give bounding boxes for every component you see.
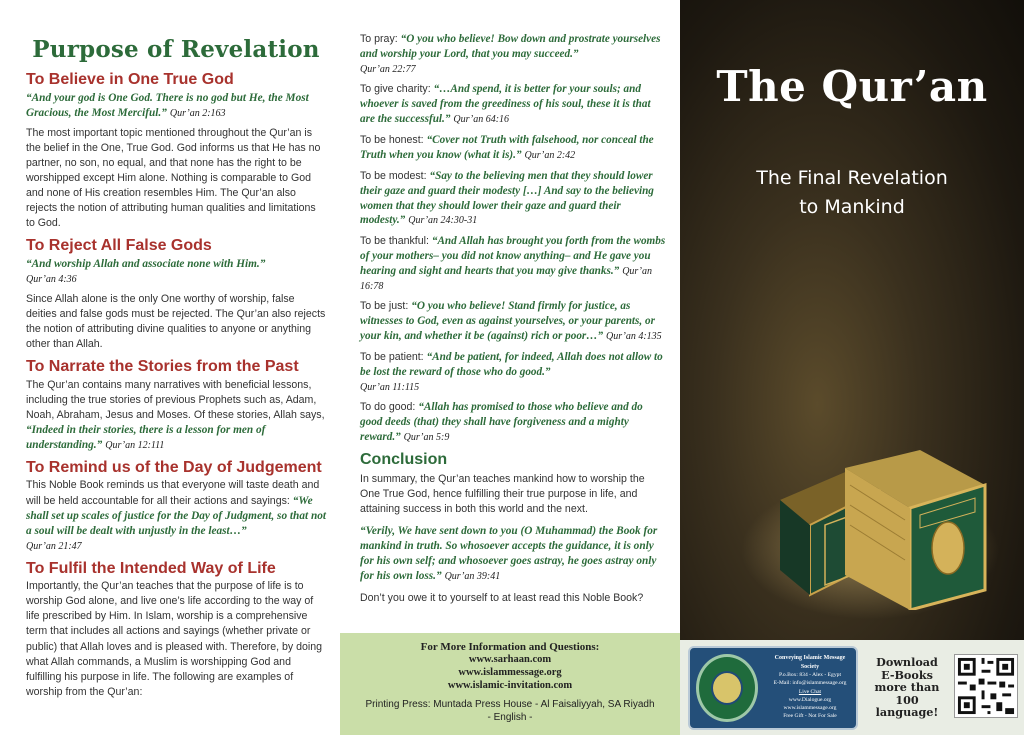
item-lead: To be patient:: [360, 351, 424, 364]
quote-text: “And worship Allah and associate none with Him.”: [26, 257, 266, 270]
quote-text: “And be patient, for indeed, Allah does not allow to be lost the reward of those who do good.”: [360, 351, 663, 379]
conclusion-quote: “Verily, We have sent down to you (O Muhammad) the Book for mankind in truth. So whosoever accepts the guidance, it is only for his own self; and whosoever goes astray, he goes astray only for his own loss.”: [360, 524, 658, 582]
item-lead: To be just:: [360, 300, 409, 313]
quote-ref: Qur’an 64:16: [453, 114, 510, 126]
section-body: The most important topic mentioned throughout the Qur’an is the belief in the One, True God. God informs us that He has no partner, no son, no equal, and that none has the right to be worshipped except Him alone. Nothing is comparable to God and none of His creation resembles Him. The Qur’an also rejects the notion of attributing human qualities and limitations to God.: [26, 126, 321, 229]
info-heading: For More Information and Questions:: [420, 641, 600, 653]
closing-question: Don’t you owe it to yourself to at least read this Noble Book?: [360, 592, 644, 605]
society-address: P.o.Box: 834 - Alex - Egypt: [779, 672, 841, 679]
section-body: This Noble Book reminds us that everyone will taste death and will be held accountable for all their actions and sayings:: [26, 479, 320, 507]
worship-item-pray: [360, 32, 666, 76]
item-lead: To give charity:: [360, 83, 431, 96]
quote-text: “O you who believe! Stand firmly for justice, as witnesses to God, even as against yourselves, or your parents, or your kin, and whether it be (against) rich or poor…”: [360, 300, 655, 343]
worship-item-good: [360, 400, 666, 445]
section-body: The Qur’an contains many narratives with beneficial lessons, including the true stories of previous Prophets such as, Adam, Noah, Abraham, Jesus and Moses. Of these stories, Allah says,: [26, 378, 325, 421]
society-site[interactable]: www.Dialogue.org: [788, 696, 832, 703]
quran-books-image: [770, 440, 1000, 610]
info-url-link[interactable]: www.sarhaan.com: [468, 654, 552, 665]
contact-info-box: [340, 633, 680, 735]
cover-title: The Qur’an: [716, 62, 988, 111]
quote-text: “Indeed in their stories, there is a lesson for men of understanding.”: [26, 423, 266, 451]
section-heading: To Fulfil the Intended Way of Life: [26, 559, 276, 577]
quote-ref: Qur’an 21:47: [26, 540, 82, 552]
quote-ref: Qur’an 4:36: [26, 273, 77, 285]
section-body: Importantly, the Qur’an teaches that the purpose of life is to worship God alone, and live one’s life according to the way of life prescribed by Him. In Islam, worship is a comprehensive term that includes all actions and sayings (whether private or public) that Allah loves and is pleased with. Therefore, by doing what Allah commands, a Muslim is worshipping God and fulfilling his purpose in life. The following are examples of worship from the Qur’an:: [26, 580, 323, 698]
quote-ref: Qur’an 2:42: [524, 149, 576, 161]
quote-text: “And your god is One God. There is no god but He, the Most Gracious, the Most Merciful.”: [26, 91, 309, 119]
section-heading: To Reject All False Gods: [26, 237, 212, 255]
qr-code-icon[interactable]: [954, 654, 1018, 718]
info-url-link[interactable]: www.islammessage.org: [458, 667, 562, 679]
section-one-god: [26, 71, 326, 231]
quote-ref: Qur’an 5:9: [403, 432, 450, 444]
section-heading: To Remind us of the Day of Judgement: [26, 458, 322, 476]
quote-ref: Qur’an 12:111: [105, 439, 165, 451]
cover-footer: [680, 640, 1024, 735]
society-logo: [696, 654, 758, 722]
quote-ref: Qur’an 22:77: [360, 63, 416, 75]
language-note: - English -: [487, 712, 533, 724]
quote-ref: Qur’an 24:30-31: [408, 215, 478, 227]
worship-item-charity: [360, 82, 666, 127]
quote-text: “Say to the believing men that they should lower their gaze and guard their modesty […] And say to the believing women that they should lower their gaze and guard their modesty.”: [360, 169, 654, 227]
page-title: Purpose of Revelation: [32, 36, 320, 63]
cover-subtitle-line: to Mankind: [799, 196, 905, 219]
cover-subtitle-line: The Final Revelation: [756, 167, 948, 189]
quote-text: “We shall set up scales of justice for the Day of Judgment, so that not a soul will be dealt with unjustly in the least…”: [26, 494, 327, 537]
worship-item-just: [360, 299, 666, 344]
info-url-link[interactable]: www.islamic-invitation.com: [447, 680, 573, 692]
quote-text: “And Allah has brought you forth from the wombs of your mothers– you did not know anything– and He gave you hearing and sight and hearts that you may give thanks.”: [360, 235, 666, 278]
worship-item-thankful: [360, 234, 666, 293]
conclusion-body: In summary, the Qur’an teaches mankind how to worship the One True God, hence fulfilling their true purpose in life, and attaining success in both this world and the next.: [360, 472, 645, 515]
cover-panel: [680, 0, 1024, 735]
quote-text: “O you who believe! Bow down and prostrate yourselves and worship your Lord, that you may succeed.”: [360, 33, 661, 60]
conclusion-section: [360, 451, 666, 606]
middle-panel: [340, 0, 680, 735]
quote-ref: Qur’an 11:115: [360, 381, 420, 393]
section-heading: To Narrate the Stories from the Past: [26, 357, 299, 375]
section-way-of-life: [26, 560, 326, 700]
item-lead: To be modest:: [360, 169, 427, 182]
printing-press-note: Printing Press: Muntada Press House - Al Faisaliyyah, SA Riyadh: [365, 699, 655, 711]
worship-item-honest: [360, 133, 666, 163]
society-badge: [688, 646, 858, 730]
item-lead: To be thankful:: [360, 235, 429, 248]
worship-item-modest: [360, 169, 666, 229]
society-name: Conveying Islamic Message Society: [774, 655, 846, 670]
society-note: Free Gift - Not For Sale: [783, 712, 837, 719]
section-body: Since Allah alone is the only One worthy of worship, false deities and false gods must be rejected. The Qur’an also rejects the notion of attributing divine qualities to anyone or anything other than Allah.: [26, 292, 326, 350]
section-judgement: [26, 459, 326, 554]
download-ebooks-callout: Download E-Books more than 100 language!: [874, 655, 940, 720]
quote-ref: Qur’an 4:135: [606, 331, 662, 343]
conclusion-heading: Conclusion: [360, 451, 448, 469]
item-lead: To be honest:: [360, 133, 424, 146]
conclusion-ref: Qur’an 39:41: [444, 570, 501, 582]
society-site[interactable]: www.islammessage.org: [783, 704, 837, 711]
section-stories: [26, 358, 326, 453]
worship-item-patient: [360, 350, 666, 394]
section-heading: To Believe in One True God: [26, 71, 234, 88]
item-lead: To pray:: [360, 33, 398, 45]
cover-subtitle: [680, 164, 1024, 223]
quote-text: “…And spend, it is better for your souls; and whoever is saved from the greediness of his soul, these it is that are the successful.”: [360, 83, 651, 126]
section-false-gods: [26, 237, 326, 352]
left-panel: [0, 0, 340, 735]
quote-ref: Qur’an 16:78: [360, 266, 653, 292]
society-live-chat[interactable]: Live Chat: [798, 688, 822, 695]
item-lead: To do good:: [360, 401, 416, 414]
quote-ref: Qur’an 2:163: [169, 107, 226, 119]
quote-text: “Cover not Truth with falsehood, nor conceal the Truth when you know (what it is).”: [360, 133, 654, 161]
society-email: E-Mail: info@islammessage.org: [773, 680, 847, 687]
quote-text: “Allah has promised to those who believe and do good deeds (that) they shall have forgiveness and a mighty reward.”: [360, 401, 643, 444]
